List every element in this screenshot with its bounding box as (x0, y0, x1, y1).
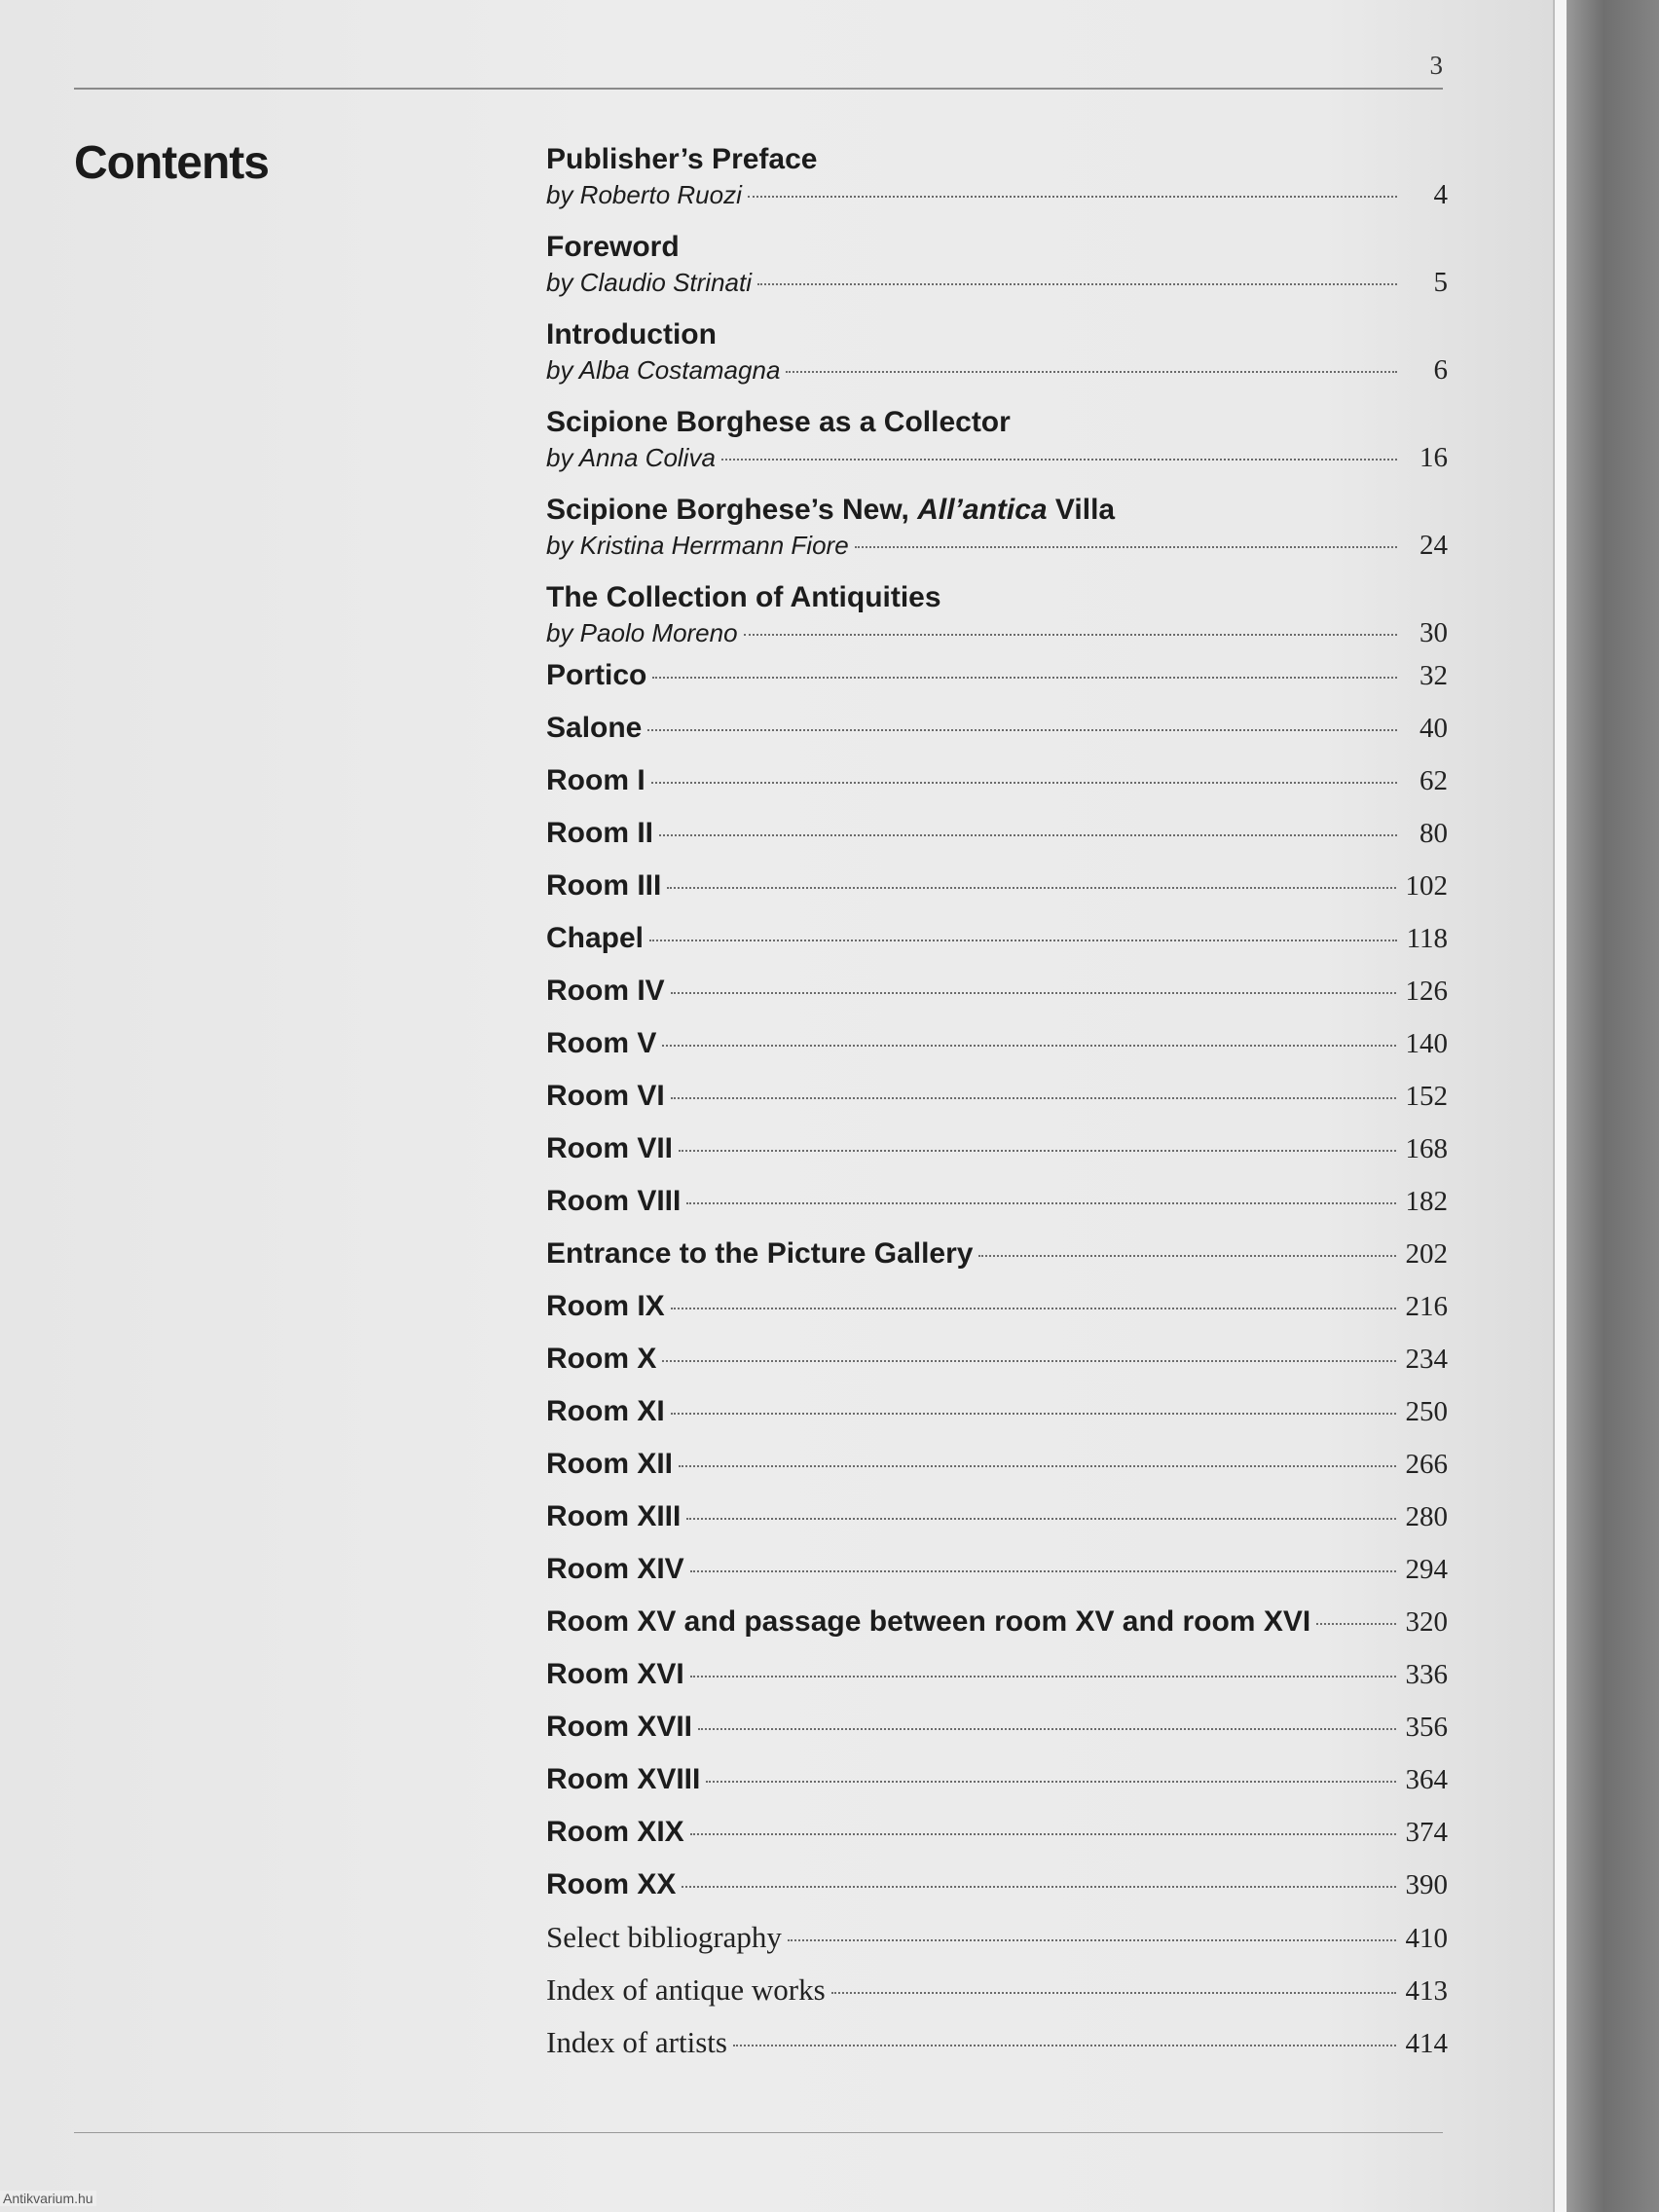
toc-entry-room[interactable] (546, 755, 1448, 807)
dot-leader (748, 196, 1397, 198)
toc-entry-title: Foreword (546, 231, 680, 263)
toc-entry-page: 6 (1433, 354, 1448, 386)
toc-entry-page: 280 (1405, 1501, 1448, 1532)
toc-entry-title: The Collection of Antiquities (546, 581, 941, 613)
toc-entry-page: 250 (1405, 1396, 1448, 1427)
toc-entry-label: Room VI (546, 1080, 665, 1112)
toc-entry-label: Salone (546, 712, 643, 744)
toc-entry-room[interactable] (546, 1333, 1448, 1385)
toc-entry-author: by Kristina Herrmann Fiore (546, 531, 849, 560)
dot-leader (679, 1150, 1395, 1152)
toc-entry-page: 182 (1405, 1186, 1448, 1217)
toc-entry-page: 216 (1405, 1291, 1448, 1322)
toc-entry-room[interactable] (546, 1438, 1448, 1491)
toc-entry-label: Chapel (546, 922, 645, 954)
dot-leader (855, 546, 1397, 548)
toc-entry-room[interactable] (546, 702, 1448, 755)
dot-leader (671, 1413, 1396, 1415)
dot-leader (679, 1465, 1395, 1467)
toc-entry-room[interactable] (546, 1123, 1448, 1175)
toc-entry-title: Publisher’s Preface (546, 143, 818, 175)
dot-leader (652, 677, 1397, 679)
toc-entry-room[interactable] (546, 1859, 1448, 1911)
toc-entry-label: Select bibliography (546, 1920, 782, 1954)
dot-leader (690, 1833, 1396, 1835)
toc-entry-label: Entrance to the Picture Gallery (546, 1237, 974, 1270)
watermark-label: Antikvarium.hu (0, 2191, 96, 2206)
dot-leader (671, 992, 1396, 994)
toc-entry-author: by Anna Coliva (546, 443, 716, 472)
toc-entry-label: Room I (546, 764, 645, 796)
toc-entry-room[interactable] (546, 1491, 1448, 1543)
dot-leader (788, 1939, 1396, 1941)
toc-entry-label: Room XIX (546, 1816, 684, 1848)
dot-leader (690, 1570, 1396, 1572)
toc-entry-room[interactable] (546, 649, 1448, 702)
toc-entry-page: 118 (1406, 923, 1448, 954)
dot-leader (698, 1728, 1395, 1730)
background-surface (1567, 0, 1659, 2212)
toc-entry-scipione-collector[interactable] (546, 404, 1448, 474)
dot-leader (682, 1886, 1395, 1888)
dot-leader (744, 634, 1397, 636)
toc-entry-label: Room XVII (546, 1711, 693, 1743)
toc-entry-label: Portico (546, 659, 647, 691)
toc-entry-page: 294 (1405, 1554, 1448, 1585)
toc-entry-page: 320 (1405, 1606, 1448, 1638)
toc-entry-label: Room III (546, 869, 662, 902)
dot-leader (757, 283, 1397, 285)
toc-entry-page: 140 (1405, 1028, 1448, 1059)
toc-entry-room[interactable] (546, 912, 1448, 965)
toc-entry-room[interactable] (546, 1228, 1448, 1280)
toc-entry-label: Room XIII (546, 1500, 682, 1532)
toc-entry-page: 414 (1405, 2028, 1448, 2059)
dot-leader (671, 1308, 1396, 1309)
toc-entry-page: 336 (1405, 1659, 1448, 1690)
dot-leader (659, 834, 1397, 836)
toc-entry-page: 5 (1433, 267, 1448, 298)
top-rule (74, 88, 1443, 90)
toc-entry-allantica-villa[interactable] (546, 492, 1448, 562)
toc-entry-page: 80 (1419, 818, 1448, 849)
toc-entry-page: 30 (1419, 617, 1448, 648)
toc-entry-room[interactable] (546, 1753, 1448, 1806)
toc-entry-page: 32 (1419, 660, 1448, 691)
contents-heading: Contents (74, 137, 269, 189)
toc-entry-room[interactable] (546, 1543, 1448, 1596)
toc-entry-author: by Paolo Moreno (546, 618, 738, 647)
toc-entry-label: Room VII (546, 1132, 674, 1164)
toc-entry-room[interactable] (546, 1806, 1448, 1859)
title-italic: All’antica (917, 494, 1048, 526)
toc-entry-page: 16 (1419, 442, 1448, 473)
toc-entry-title (546, 492, 1448, 529)
toc-entry-foreword[interactable] (546, 229, 1448, 299)
toc-entry-room[interactable] (546, 1385, 1448, 1438)
toc-entry-introduction[interactable] (546, 316, 1448, 387)
toc-entry-label: Room II (546, 817, 653, 849)
toc-entry-page: 4 (1433, 179, 1448, 210)
toc-entry-label: Room XV and passage between room XV and room XVI (546, 1605, 1311, 1638)
dot-leader (706, 1781, 1395, 1783)
toc-entry-label: Room XIV (546, 1553, 684, 1585)
toc-entry-page: 102 (1405, 870, 1448, 902)
dot-leader (647, 729, 1397, 731)
dot-leader (831, 1992, 1396, 1994)
toc-entry-index-antique-works[interactable] (546, 1964, 1448, 2016)
toc-entry-page: 413 (1405, 1975, 1448, 2007)
toc-entry-page: 126 (1405, 976, 1448, 1007)
dot-leader (721, 459, 1397, 461)
toc-entry-label: Room XX (546, 1868, 677, 1900)
dot-leader (671, 1097, 1396, 1099)
toc-entry-room[interactable] (546, 807, 1448, 860)
toc-entry-publishers-preface[interactable] (546, 141, 1448, 211)
toc-entry-label: Room V (546, 1027, 657, 1059)
table-of-contents (546, 141, 1448, 2069)
toc-entry-page: 62 (1419, 765, 1448, 796)
toc-entry-label: Room IX (546, 1290, 665, 1322)
dot-leader (651, 782, 1397, 784)
toc-entry-room[interactable] (546, 1648, 1448, 1701)
toc-entry-page: 356 (1405, 1712, 1448, 1743)
toc-entry-label: Room XVIII (546, 1763, 701, 1795)
toc-entry-label: Room XI (546, 1395, 665, 1427)
dot-leader (686, 1202, 1395, 1204)
toc-entry-page: 40 (1419, 713, 1448, 744)
title-prefix: Scipione Borghese’s New, (546, 494, 918, 526)
toc-entry-page: 152 (1405, 1081, 1448, 1112)
dot-leader (667, 887, 1395, 889)
toc-entry-author: by Roberto Ruozi (546, 180, 742, 209)
dot-leader (733, 2045, 1396, 2046)
toc-entry-label: Index of artists (546, 2025, 727, 2059)
dot-leader (686, 1518, 1395, 1520)
dot-leader (649, 940, 1397, 941)
toc-entry-label: Room X (546, 1343, 657, 1375)
toc-entry-page: 374 (1405, 1817, 1448, 1848)
toc-entry-page: 24 (1419, 530, 1448, 561)
toc-entry-room[interactable] (546, 1070, 1448, 1123)
toc-entry-room[interactable] (546, 965, 1448, 1017)
toc-entry-page: 234 (1405, 1344, 1448, 1375)
toc-entry-room[interactable] (546, 1701, 1448, 1753)
toc-entry-room[interactable] (546, 1596, 1448, 1648)
dot-leader (1316, 1623, 1395, 1625)
toc-entry-author: by Claudio Strinati (546, 268, 752, 297)
toc-entry-room[interactable] (546, 1175, 1448, 1228)
dot-leader (662, 1360, 1395, 1362)
toc-entry-label: Room XII (546, 1448, 674, 1480)
toc-entry-room[interactable] (546, 1280, 1448, 1333)
dot-leader (690, 1676, 1396, 1677)
toc-entry-page: 266 (1405, 1449, 1448, 1480)
toc-entry-page: 410 (1405, 1923, 1448, 1954)
toc-entry-title: Scipione Borghese as a Collector (546, 406, 1011, 438)
toc-entry-label: Room XVI (546, 1658, 684, 1690)
toc-entry-page: 168 (1405, 1133, 1448, 1164)
toc-entry-label: Room VIII (546, 1185, 682, 1217)
toc-entry-room[interactable] (546, 1017, 1448, 1070)
toc-entry-collection-antiquities[interactable] (546, 579, 1448, 649)
toc-entry-index-artists[interactable] (546, 2016, 1448, 2069)
toc-entry-page: 390 (1405, 1869, 1448, 1900)
toc-entry-title: Introduction (546, 318, 717, 350)
dot-leader (662, 1045, 1395, 1047)
toc-entry-page: 364 (1405, 1764, 1448, 1795)
bottom-rule (74, 2132, 1443, 2133)
toc-entry-page: 202 (1405, 1238, 1448, 1270)
dot-leader (786, 371, 1397, 373)
page-number: 3 (1429, 51, 1443, 80)
toc-entry-label: Room IV (546, 975, 665, 1007)
toc-entry-bibliography[interactable] (546, 1911, 1448, 1964)
toc-entry-room[interactable] (546, 860, 1448, 912)
dot-leader (978, 1255, 1395, 1257)
toc-entry-author: by Alba Costamagna (546, 355, 781, 385)
title-suffix: Villa (1047, 494, 1116, 526)
toc-entry-label: Index of antique works (546, 1972, 826, 2007)
